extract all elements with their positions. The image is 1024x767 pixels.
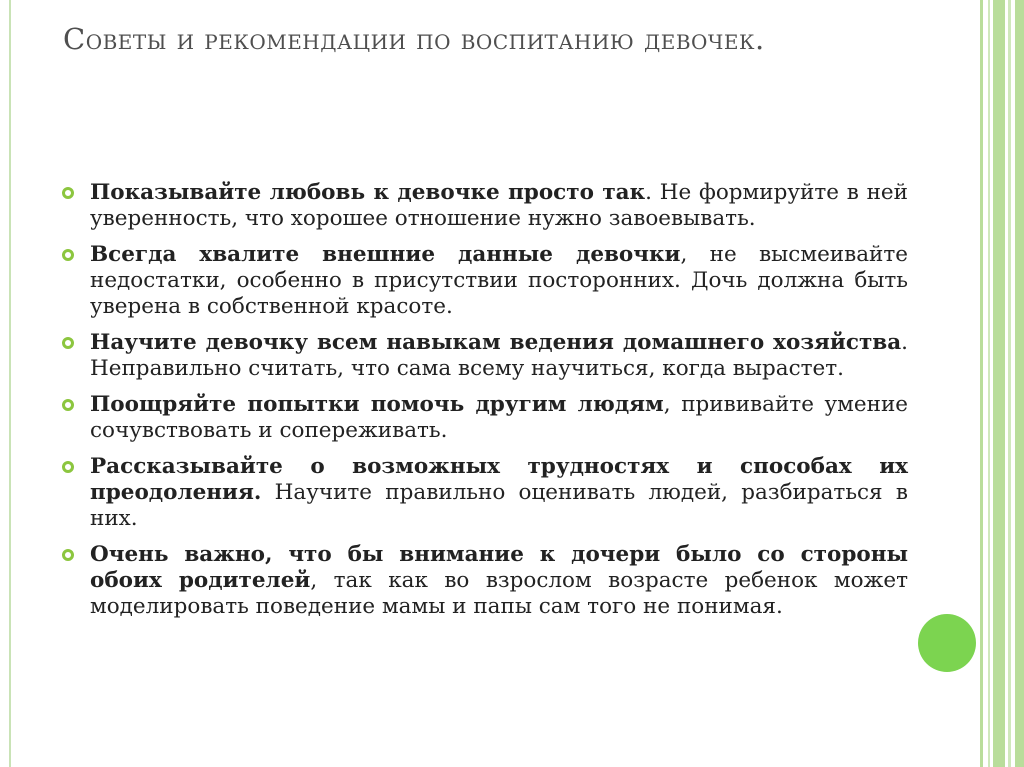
- right-decorative-stripes: [980, 0, 1024, 767]
- item-text: Научите правильно оценивать людей, разбираться в них.: [90, 480, 908, 531]
- item-text: . Не формируйте в ней уверенность, что хорошее отношение нужно завоевывать.: [90, 180, 908, 231]
- bullet-ring-icon: [62, 249, 74, 261]
- item-text: , прививайте умение сочувствовать и сопереживать.: [90, 392, 909, 443]
- item-bold-text: Научите девочку всем навыкам ведения домашнего хозяйства: [90, 330, 902, 355]
- stripe: [988, 0, 990, 767]
- bullet-ring-icon: [62, 399, 74, 411]
- list-item: [56, 542, 908, 620]
- stripe: [1015, 0, 1024, 767]
- bullet-ring-icon: [62, 187, 74, 199]
- bullet-ring-icon: [62, 549, 74, 561]
- item-bold-text: Поощряйте попытки помочь другим людям: [90, 392, 664, 417]
- bullet-ring-icon: [62, 461, 74, 473]
- list-item: [56, 392, 908, 444]
- item-text: . Неправильно считать, что сама всему научиться, когда вырастет.: [90, 330, 908, 381]
- green-circle-decoration: [918, 614, 976, 672]
- stripe: [1008, 0, 1011, 767]
- item-bold-text: Очень важно, что бы внимание к дочери было со стороны обоих родителей: [90, 542, 908, 593]
- list-item: [56, 180, 908, 232]
- stripe: [993, 0, 1005, 767]
- item-text: , не высмеивайте недостатки, особенно в присутствии посторонних. Дочь должна быть уверена в собственной красоте.: [90, 242, 908, 319]
- item-bold-text: Показывайте любовь к девочке просто так: [90, 180, 646, 205]
- left-border-line: [9, 0, 11, 767]
- item-bold-text: Всегда хвалите внешние данные девочки: [90, 242, 681, 267]
- item-bold-text: Рассказывайте о возможных трудностях и способах их преодоления.: [90, 454, 908, 505]
- slide-title: Советы и рекомендации по воспитанию девочек.: [63, 22, 765, 56]
- list-item: [56, 242, 908, 320]
- stripe: [980, 0, 983, 767]
- recommendations-list: [56, 180, 908, 630]
- list-item: [56, 330, 908, 382]
- bullet-ring-icon: [62, 337, 74, 349]
- list-item: [56, 454, 908, 532]
- item-text: , так как во взрослом возрасте ребенок может моделировать поведение мамы и папы сам того не понимая.: [90, 568, 908, 619]
